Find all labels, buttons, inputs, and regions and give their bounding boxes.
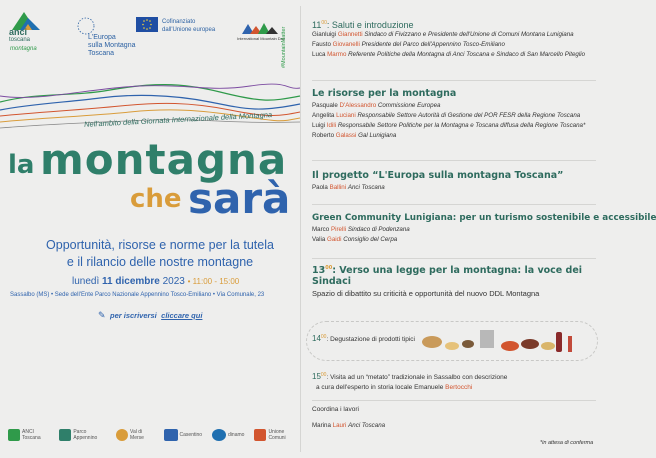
eu-logo-line1: L'Europa bbox=[88, 34, 116, 41]
speaker bbox=[312, 50, 596, 60]
eu-logo-line3: Toscana bbox=[88, 50, 115, 57]
partner-logo bbox=[116, 429, 153, 441]
partner-logo-mark bbox=[164, 429, 178, 441]
separator bbox=[312, 80, 596, 81]
speaker bbox=[312, 183, 596, 193]
partner-name: Val di Merse bbox=[130, 429, 144, 441]
partner-logo-mark bbox=[8, 429, 20, 441]
speaker bbox=[312, 101, 596, 111]
title-che: che bbox=[130, 184, 182, 214]
partner-name: Parco Appennino bbox=[73, 429, 98, 441]
session-heading: Il progetto “L'Europa sulla montagna Toscana” bbox=[312, 170, 564, 181]
partner-name: dinamo bbox=[228, 432, 245, 438]
subtitle-line1: Opportunità, risorse e norme per la tutela bbox=[46, 238, 274, 252]
session-time: 13 bbox=[312, 265, 326, 277]
speaker-role: Commissione Europea bbox=[377, 102, 441, 109]
partner-name: ANCI Toscana bbox=[22, 429, 41, 441]
international-day-caption: Nell'ambito della Giornata Internazionale della Montagna bbox=[83, 110, 273, 129]
mountain-waves-graphic bbox=[0, 72, 300, 142]
eu-cofinance-text bbox=[162, 18, 215, 34]
event-date bbox=[72, 276, 239, 287]
session-time-minutes: 00 bbox=[320, 372, 327, 378]
session-welcome bbox=[312, 20, 596, 60]
partner-logo-mark bbox=[254, 429, 266, 441]
register-line bbox=[98, 305, 202, 323]
speaker-first: Pasquale bbox=[312, 102, 338, 109]
speaker-role: Referente Politiche della Montagna di Anci Toscana e Sindaco di San Marcello Piteglio bbox=[348, 51, 586, 58]
session-project bbox=[312, 170, 596, 193]
anci-sub: toscana bbox=[9, 37, 31, 43]
coord-title: Coordina i lavori bbox=[312, 406, 359, 413]
eu-mountain-logo-text bbox=[88, 16, 135, 58]
subtitle bbox=[20, 237, 300, 271]
visit-expert: a cura dell'esperto in storia locale Emanuele bbox=[316, 384, 444, 392]
speaker-first: Valia bbox=[312, 236, 326, 243]
speaker-role: Anci Toscana bbox=[347, 184, 385, 191]
session-time: 14 bbox=[312, 334, 321, 344]
pen-icon: ✎ bbox=[98, 310, 106, 320]
title-sara: sarà bbox=[188, 174, 291, 223]
session-time-minutes: 00 bbox=[321, 20, 327, 26]
speaker-last: Luciani bbox=[336, 112, 356, 119]
speaker-first: Luca bbox=[312, 51, 326, 58]
event-date-value: 11 dicembre bbox=[102, 276, 160, 287]
session-heading: Green Community Lunigiana: per un turismo sostenibile e accessibile bbox=[312, 213, 656, 223]
partner-logo bbox=[212, 429, 244, 441]
speaker-first: Gianluigi bbox=[312, 31, 337, 38]
session-time-minutes: 00 bbox=[325, 265, 333, 271]
anci-name: anci bbox=[9, 27, 28, 37]
session-heading: : Verso una legge per la montagna: la voce dei Sindaci bbox=[312, 265, 583, 288]
speaker-role: Presidente del Parco dell'Appennino Tosco-Emiliano bbox=[361, 41, 505, 48]
speaker-role: Responsabile Settore Autorità di Gestione del POR FESR della Regione Toscana bbox=[357, 112, 581, 119]
partner-logo-mark bbox=[116, 429, 128, 441]
title-montagna: montagna bbox=[40, 135, 288, 184]
separator bbox=[312, 160, 596, 161]
eu-cofinance-line1: Cofinanziato bbox=[162, 19, 196, 25]
speaker-role: Consiglio del Cerpa bbox=[343, 236, 398, 243]
session-green-community bbox=[312, 213, 656, 245]
session-time: 11 bbox=[312, 20, 322, 30]
session-law bbox=[312, 265, 596, 299]
session-tasting bbox=[312, 334, 415, 343]
title-la: la bbox=[8, 150, 35, 180]
partner-name: Unione Comuni bbox=[268, 429, 286, 441]
partner-logo-mark bbox=[212, 429, 226, 441]
coordination bbox=[312, 406, 596, 431]
session-time-minutes: 00 bbox=[320, 334, 327, 340]
expert-name: Bertocchi bbox=[445, 384, 473, 392]
session-resources bbox=[312, 88, 596, 141]
subtitle-line2: e il rilancio delle nostre montagne bbox=[66, 255, 254, 269]
food-illustration-icon bbox=[418, 322, 594, 356]
speaker-first: Roberto bbox=[312, 132, 335, 139]
session-title bbox=[312, 265, 596, 287]
partner-logo bbox=[254, 429, 298, 441]
session-description: Spazio di dibattito su criticità e opportunità del nuovo DDL Montagna bbox=[312, 289, 540, 299]
coordinator-role: Anci Toscana bbox=[348, 422, 386, 429]
speaker-first: Luigi bbox=[312, 122, 326, 129]
session-time: 15 bbox=[312, 372, 321, 382]
speaker-last: Ballini bbox=[329, 184, 347, 191]
speaker bbox=[312, 235, 596, 245]
speaker-last: Idili bbox=[326, 122, 337, 129]
speaker bbox=[312, 30, 596, 40]
partner-logo bbox=[8, 429, 49, 441]
eu-cofinance-line2: dall'Unione europea bbox=[162, 27, 216, 33]
separator bbox=[312, 204, 596, 205]
anci-sub2: montagna bbox=[10, 46, 37, 52]
partner-logo bbox=[59, 429, 106, 441]
session-heading: : Visita ad un “metato” tradizionale in Sassalbo con descrizione bbox=[326, 374, 508, 382]
speaker bbox=[312, 131, 596, 141]
eu-logo-line2: sulla Montagna bbox=[88, 42, 136, 49]
partner-logos bbox=[8, 426, 298, 444]
separator bbox=[312, 400, 596, 401]
speaker-first: Angelita bbox=[312, 112, 335, 119]
session-heading: Le risorse per la montagna bbox=[312, 88, 457, 99]
event-venue: Sassalbo (MS) • Sede dell'Ente Parco Nazionale Appennino Tosco-Emiliano • Via Comunale, 23 bbox=[10, 292, 265, 298]
speaker-role: Gal Lunigiana bbox=[358, 132, 397, 139]
eu-flag-icon bbox=[136, 17, 158, 32]
session-visit bbox=[312, 370, 596, 393]
speaker-last: Giovanelli bbox=[332, 41, 360, 48]
speaker-last: Pirelli bbox=[330, 226, 347, 233]
speaker bbox=[312, 40, 596, 50]
speaker-last: Giannetti bbox=[337, 31, 363, 38]
speaker-role: Sindaco di Podenzana bbox=[347, 226, 410, 233]
speaker bbox=[312, 225, 596, 235]
speaker-role: Sindaco di Fivizzano e Presidente dell'Unione di Comuni Montana Lunigiana bbox=[364, 31, 574, 38]
speaker-last: D'Alessandro bbox=[339, 102, 377, 109]
session-heading: : Saluti e introduzione bbox=[326, 20, 414, 30]
coordinator bbox=[312, 421, 596, 431]
speaker-first: Paola bbox=[312, 184, 328, 191]
visit-line1 bbox=[312, 370, 596, 383]
session-heading: : Degustazione di prodotti tipici bbox=[326, 336, 415, 344]
hashtag: #MountainMatter bbox=[281, 26, 287, 68]
speaker bbox=[312, 111, 596, 121]
speaker-last: Marmo bbox=[327, 51, 347, 58]
partner-logo bbox=[164, 429, 203, 441]
event-year: 2023 bbox=[162, 276, 185, 287]
partner-name: Casentino bbox=[179, 432, 203, 438]
footnote: *in attesa di conferma bbox=[540, 440, 594, 446]
coordinator-last: Lauri bbox=[332, 422, 347, 429]
event-time: • 11:00 - 15:00 bbox=[187, 277, 240, 286]
register-prefix: per iscriversi bbox=[110, 311, 157, 320]
speaker bbox=[312, 121, 596, 131]
speaker-first: Fausto bbox=[312, 41, 331, 48]
session-title bbox=[312, 20, 596, 30]
speaker-last: Galassi bbox=[335, 132, 357, 139]
column-divider bbox=[300, 6, 301, 452]
coordinator-first: Marina bbox=[312, 422, 331, 429]
partner-logo-mark bbox=[59, 429, 71, 441]
speaker-first: Marco bbox=[312, 226, 330, 233]
imd-text: International Mountain Day bbox=[237, 36, 285, 41]
visit-line2 bbox=[312, 383, 596, 393]
speaker-role: Responsabile Settore Politiche per la Montagna e Toscana diffusa della Regione Toscana* bbox=[337, 122, 586, 129]
register-link[interactable]: cliccare qui bbox=[161, 311, 203, 320]
speaker-last: Gaidi bbox=[327, 236, 342, 243]
event-day: lunedì bbox=[72, 276, 100, 287]
separator bbox=[312, 258, 596, 259]
